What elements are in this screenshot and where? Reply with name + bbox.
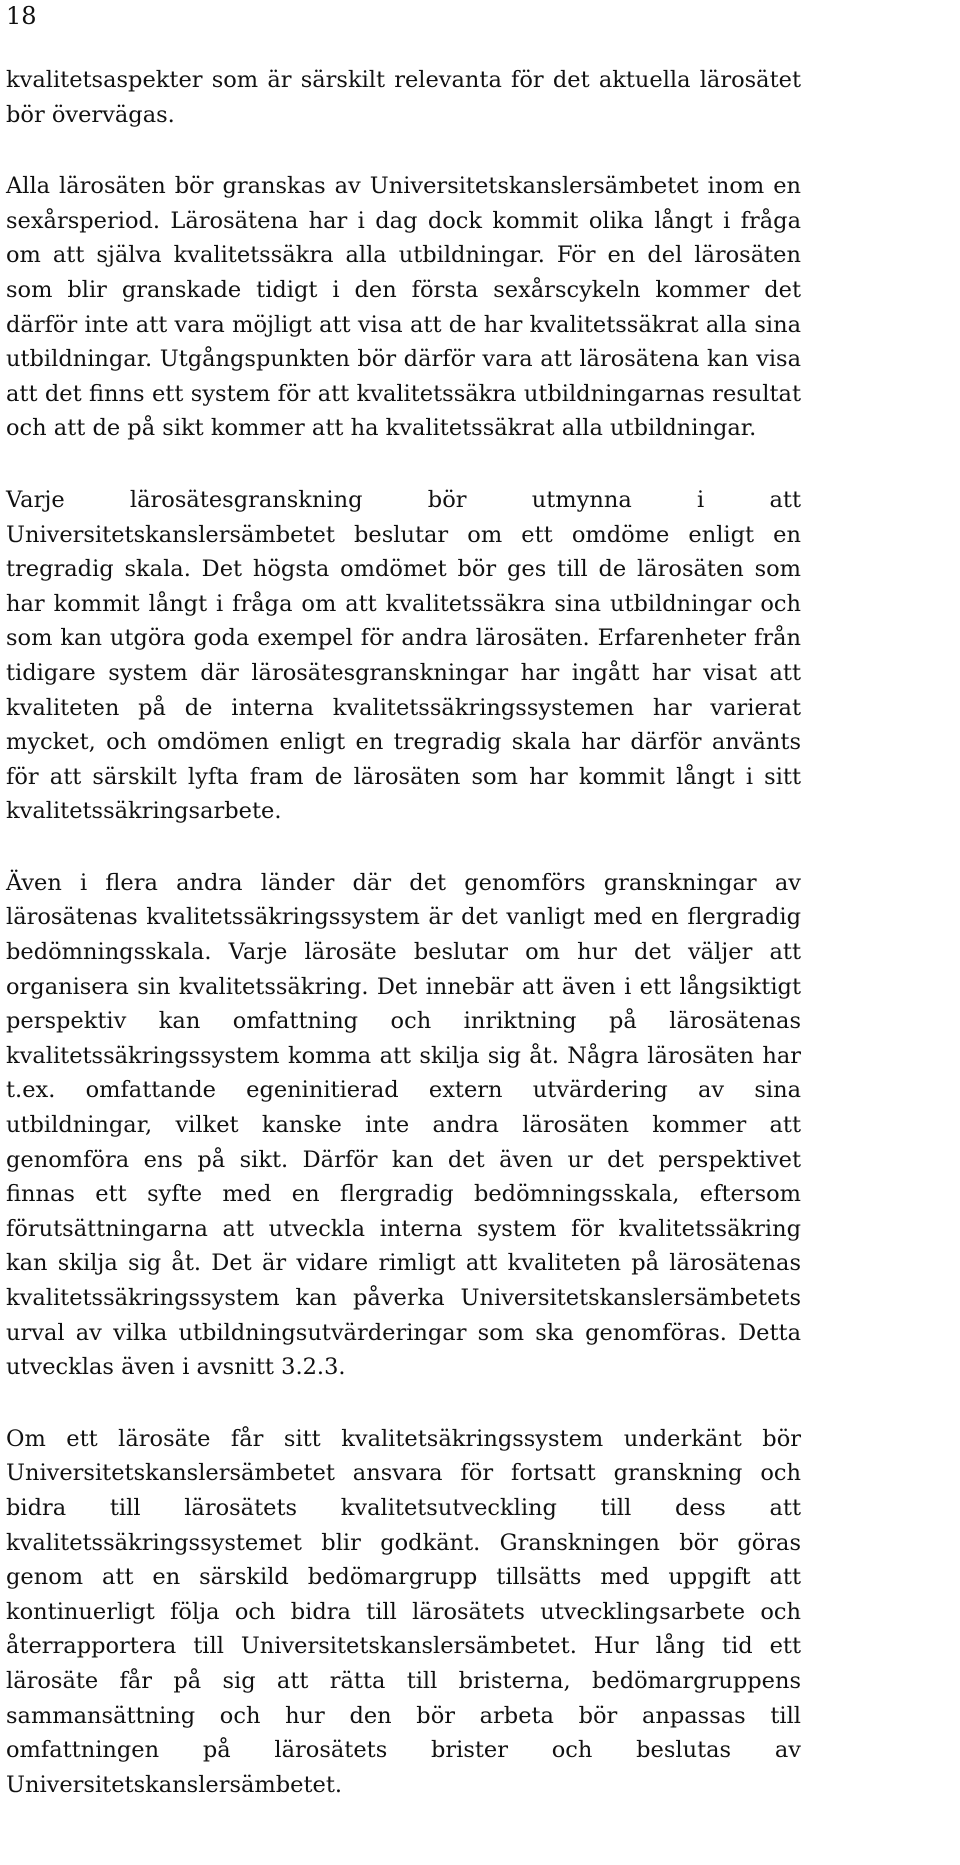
paragraph: Om ett lärosäte får sitt kvalitetsäkringssystem underkänt bör Universitetskanslersämbetet ansvara för fortsatt granskning och bidra till lärosätets kvalitetsutveckling till dess att kvalitetssäkringssystemet blir godkänt. Granskningen bör göras genom att en särskild bedömargrupp tillsätts med uppgift att kontinuerligt följa och bidra till lärosätets utvecklingsarbete och återrapportera till Universitetskanslersämbetet. Hur lång tid ett lärosäte får på sig att rätta till bristerna, bedömargruppens sammansättning och hur den bör arbeta bör anpassas till omfattningen på lärosätets brister och beslutas av Universitetskanslersämbetet. xyxy=(6,1425,801,1798)
paragraph: Alla lärosäten bör granskas av Universitetskanslersämbetet inom en sexårsperiod. Lärosätena har i dag dock kommit olika långt i fråga om att själva kvalitetssäkra alla utbildningar. För en del lärosäten som blir granskade tidigt i den första sexårscykeln kommer det därför inte att vara möjligt att visa att de har kvalitetssäkrat alla sina utbildningar. Utgångspunkten bör därför vara att lärosätena kan visa att det finns ett system för att kvalitetssäkra utbildningarnas resultat och att de på sikt kommer att ha kvalitetssäkrat alla utbildningar. xyxy=(6,173,801,442)
paragraph: kvalitetsaspekter som är särskilt relevanta för det aktuella lärosätet bör övervägas. xyxy=(6,67,801,128)
paragraph: Även i flera andra länder där det genomförs granskningar av lärosätenas kvalitetssäkringssystem är det vanligt med en flergradig bedömningsskala. Varje lärosäte beslutar om hur det väljer att organisera sin kvalitetssäkring. Det innebär att även i ett långsiktigt perspektiv kan omfattning och inriktning på lärosätenas kvalitetssäkringssystem komma att skilja sig åt. Några lärosäten har t.ex. omfattande egeninitierad extern utvärdering av sina utbildningar, vilket kanske inte andra lärosäten kommer att genomföra ens på sikt. Därför kan det även ur det perspektivet finnas ett syfte med en flergradig bedömningsskala, eftersom förutsättningarna att utveckla interna system för kvalitetssäkring kan skilja sig åt. Det är vidare rimligt att kvaliteten på lärosätenas kvalitetssäkringssystem kan påverka Universitetskanslersämbetets urval av vilka utbildningsutvärderingar som ska genomföras. Detta utvecklas även i avsnitt 3.2.3. xyxy=(6,869,801,1381)
body-text xyxy=(6,63,801,1802)
paragraph: Varje lärosätesgranskning bör utmynna i att Universitetskanslersämbetet beslutar om ett omdöme enligt en tregradig skala. Det högsta omdömet bör ges till de lärosäten som har kommit långt i fråga om att kvalitetssäkra sina utbildningar och som kan utgöra goda exempel för andra lärosäten. Erfarenheter från tidigare system där lärosätesgranskningar har ingått har visat att kvaliteten på de interna kvalitetssäkringssystemen har varierat mycket, och omdömen enligt en tregradig skala har därför använts för att särskilt lyfta fram de lärosäten som har kommit långt i sitt kvalitetssäkringsarbete. xyxy=(6,486,801,825)
page-number: 18 xyxy=(6,2,37,30)
